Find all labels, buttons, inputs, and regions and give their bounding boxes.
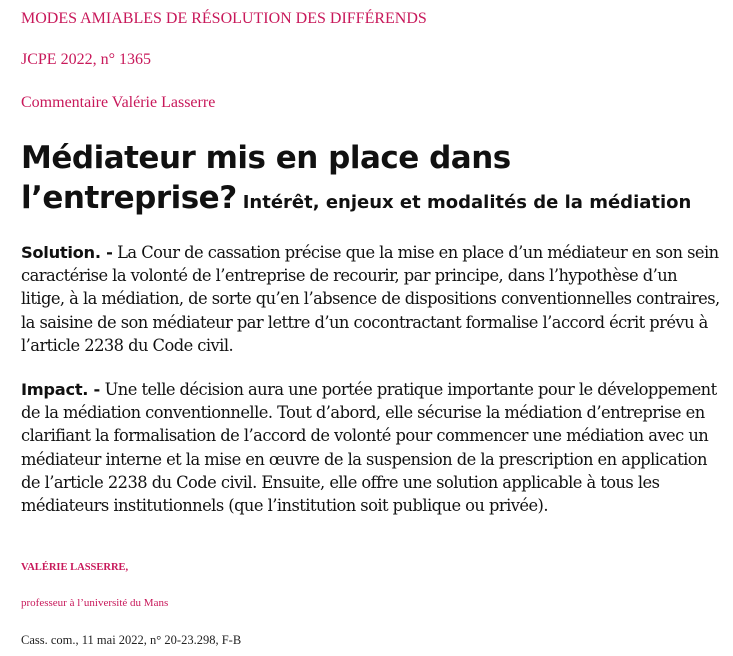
commentary-author-line: Commentaire Valérie Lasserre (21, 94, 216, 111)
impact-text: Une telle décision aura une portée pratique importante pour le développement de la médiation conventionnelle. Tout d’abord, elle sécurise la médiation d’entreprise en clarifiant la formalisation de l’accord de volonté pour commencer une médiation avec un médiateur interne et la mise en œuvre de la suspension de la prescription en application de l’article 2238 du Code civil. Ensuite, elle offre une solution applicable à tous les médiateurs institutionnels (que l’institution soit publique ou privée). (21, 380, 717, 516)
impact-label: Impact. - (21, 380, 101, 399)
solution-label: Solution. - (21, 243, 113, 262)
impact-paragraph (21, 378, 721, 517)
article-title-text: Médiateur mis en place dans l’entreprise? (21, 140, 511, 216)
section-rubric: MODES AMIABLES DE RÉSOLUTION DES DIFFÉRENDS (21, 10, 427, 27)
decision-reference: Cass. com., 11 mai 2022, n° 20-23.298, F-B (21, 633, 242, 647)
author-name: VALÉRIE LASSERRE, (21, 562, 129, 573)
article-subtitle: Intérêt, enjeux et modalités de la médiation (242, 192, 692, 213)
article-title (21, 138, 711, 223)
journal-reference: JCPE 2022, n° 1365 (21, 51, 151, 68)
solution-paragraph (21, 241, 721, 357)
solution-text: La Cour de cassation précise que la mise en place d’un médiateur en son sein caractérise la volonté de l’entreprise de recourir, par principe, dans l’hypothèse d’un litige, à la médiation, de sorte qu’en l’absence de dispositions conventionnelles contraires, la saisine de son médiateur par lettre d’un cocontractant formalise l’accord écrit prévu à l’article 2238 du Code civil. (21, 243, 720, 355)
author-affiliation: professeur à l’université du Mans (21, 597, 169, 609)
